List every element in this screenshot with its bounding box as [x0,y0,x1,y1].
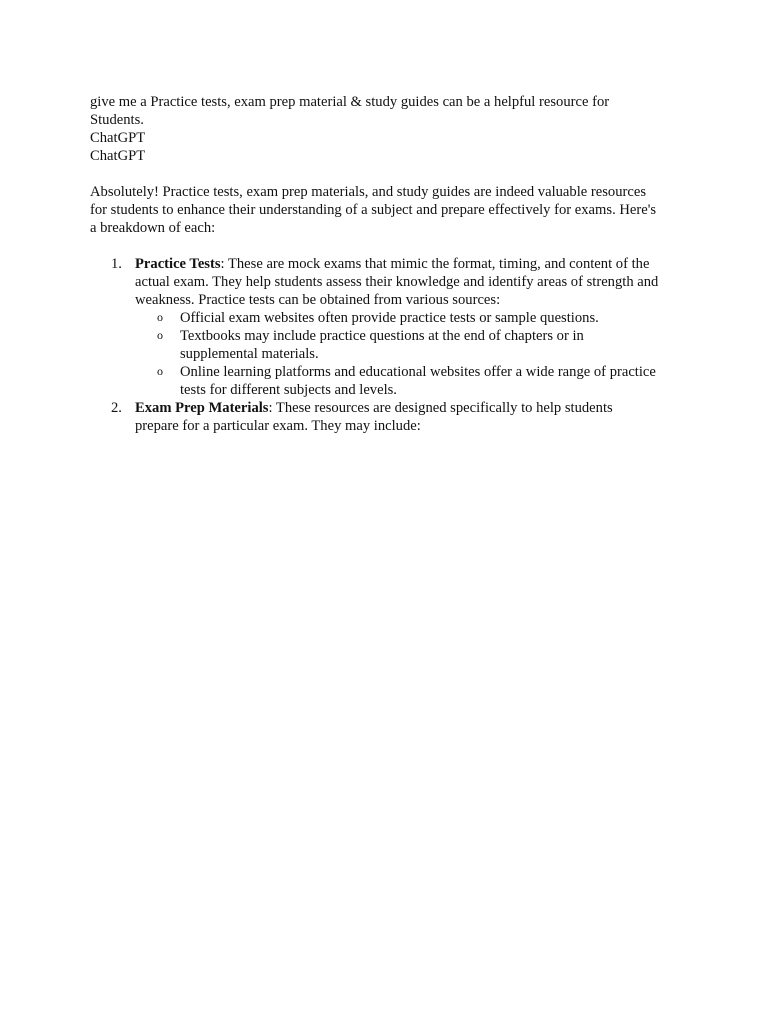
bullet-line: Online learning platforms and educational websites offer a wide range of practice [180,364,656,380]
list-number: 2. [111,400,122,416]
list-item-text: : These resources are designed specifically to help students [268,400,613,416]
list-item-title: Practice Tests [135,256,221,272]
user-prompt [90,93,690,129]
bullet-icon: o [157,310,163,324]
bullet-item [135,363,690,399]
list-item-practice-tests [90,255,690,399]
intro-line: Absolutely! Practice tests, exam prep materials, and study guides are indeed valuable resources [90,184,646,200]
intro-paragraph [90,183,690,237]
document-page [90,93,690,435]
list-item-text: : These are mock exams that mimic the format, timing, and content of the [220,256,650,272]
list-item-first-line [135,255,690,273]
speaker-label: ChatGPT [90,148,146,164]
intro-line: a breakdown of each: [90,220,216,236]
prompt-line: Students. [90,112,144,128]
bullet-list [135,309,690,399]
spacer [90,165,690,183]
bullet-line: Textbooks may include practice questions at the end of chapters or in [180,328,584,344]
intro-line: for students to enhance their understanding of a subject and prepare effectively for exams. Here's [90,202,657,218]
bullet-icon: o [157,364,163,378]
list-item-exam-prep-materials [90,399,690,435]
speaker-label: ChatGPT [90,130,146,146]
bullet-item [135,327,690,363]
list-item-line: prepare for a particular exam. They may include: [135,418,421,434]
bullet-icon: o [157,328,163,342]
bullet-line: supplemental materials. [180,346,319,362]
numbered-list [90,255,690,435]
list-number: 1. [111,256,122,272]
bullet-line: Official exam websites often provide practice tests or sample questions. [180,310,599,326]
prompt-line: give me a Practice tests, exam prep material & study guides can be a helpful resource for [90,94,610,110]
list-item-line: actual exam. They help students assess their knowledge and identify areas of strength and [135,274,659,290]
list-item-title: Exam Prep Materials [135,400,269,416]
list-item-first-line [135,399,690,417]
list-item-line: weakness. Practice tests can be obtained from various sources: [135,292,501,308]
bullet-line: tests for different subjects and levels. [180,382,397,398]
bullet-item [135,309,690,327]
